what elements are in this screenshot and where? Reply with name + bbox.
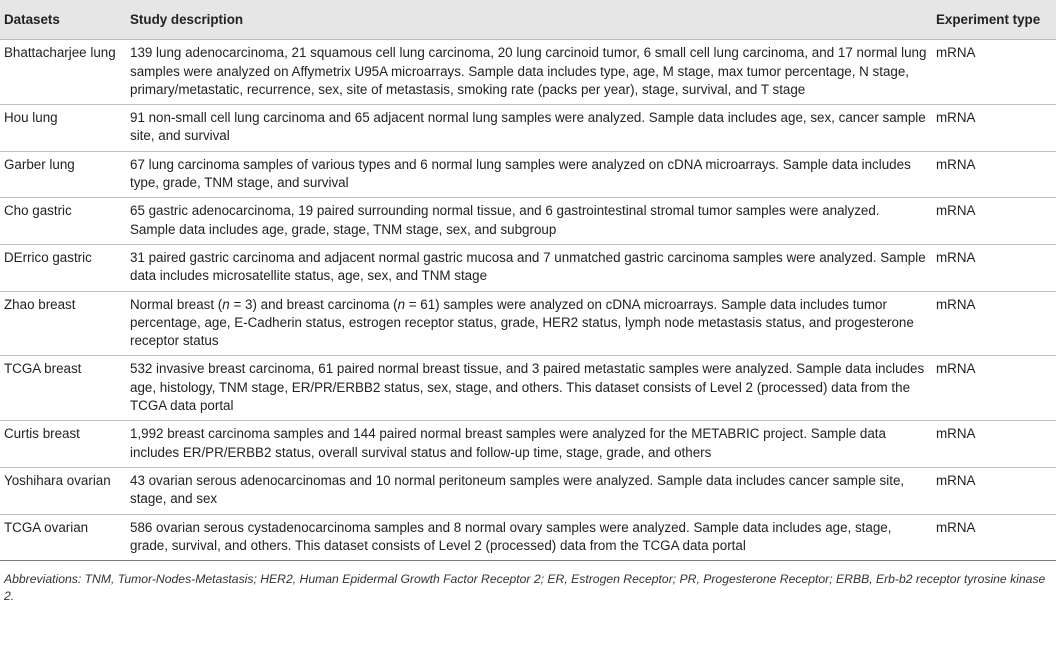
dataset-cell: Curtis breast xyxy=(0,421,126,468)
experiment-type-cell: mRNA xyxy=(932,421,1056,468)
dataset-cell: TCGA breast xyxy=(0,356,126,421)
description-cell: 65 gastric adenocarcinoma, 19 paired surrounding normal tissue, and 6 gastrointestinal stromal tumor samples were analyzed. Sample data includes age, grade, stage, TNM stage, sex, and subgroup xyxy=(126,198,932,245)
dataset-cell: Yoshihara ovarian xyxy=(0,467,126,514)
dataset-cell: Garber lung xyxy=(0,151,126,198)
table-row xyxy=(0,244,1056,291)
table-row xyxy=(0,291,1056,356)
experiment-type-cell: mRNA xyxy=(932,244,1056,291)
dataset-cell: Cho gastric xyxy=(0,198,126,245)
description-cell: 139 lung adenocarcinoma, 21 squamous cell lung carcinoma, 20 lung carcinoid tumor, 6 small cell lung carcinoma, and 17 normal lung samples were analyzed on Affymetrix U95A microarrays. Sample data includes type, age, M stage, max tumor percentage, N stage, primary/metastatic, recurrence, sex, site of metastasis, smoking rate (packs per year), stage, survival, and T stage xyxy=(126,40,932,105)
table-row xyxy=(0,105,1056,152)
abbreviations-footnote: Abbreviations: TNM, Tumor-Nodes-Metastasis; HER2, Human Epidermal Growth Factor Receptor 2; ER, Estrogen Receptor; PR, Progesterone Receptor; ERBB, Erb-b2 receptor tyrosine kinase 2. xyxy=(4,572,1046,604)
sample-size-symbol: n xyxy=(222,296,230,312)
experiment-type-cell: mRNA xyxy=(932,40,1056,105)
description-text: Normal breast ( xyxy=(130,296,223,312)
description-text: = 61) samples were analyzed on cDNA microarrays. Sample data includes tumor percentage, age, E-Cadherin status, estrogen receptor status, grade, HER2 status, lymph node metastasis status, and progesterone receptor status xyxy=(130,296,914,349)
experiment-type-cell: mRNA xyxy=(932,151,1056,198)
dataset-cell: Zhao breast xyxy=(0,291,126,356)
description-cell: 31 paired gastric carcinoma and adjacent normal gastric mucosa and 7 unmatched gastric carcinoma samples were analyzed. Sample data includes microsatellite status, age, sex, and TNM stage xyxy=(126,244,932,291)
description-cell: 67 lung carcinoma samples of various types and 6 normal lung samples were analyzed on cDNA microarrays. Sample data includes type, grade, TNM stage, and survival xyxy=(126,151,932,198)
table-row xyxy=(0,151,1056,198)
dataset-cell: Hou lung xyxy=(0,105,126,152)
experiment-type-cell: mRNA xyxy=(932,467,1056,514)
dataset-cell: TCGA ovarian xyxy=(0,514,126,561)
description-cell: 43 ovarian serous adenocarcinomas and 10 normal peritoneum samples were analyzed. Sample data includes cancer sample site, stage, and sex xyxy=(126,467,932,514)
table-row xyxy=(0,198,1056,245)
description-cell: 586 ovarian serous cystadenocarcinoma samples and 8 normal ovary samples were analyzed. Sample data includes age, stage, grade, survival, and others. This dataset consists of Level 2 (processed) data from the TCGA data portal xyxy=(126,514,932,561)
table-header-row xyxy=(0,0,1056,40)
experiment-type-cell: mRNA xyxy=(932,356,1056,421)
sample-size-symbol: n xyxy=(397,296,406,312)
description-cell: 91 non-small cell lung carcinoma and 65 adjacent normal lung samples were analyzed. Sample data includes age, sex, cancer sample site, and survival xyxy=(126,105,932,152)
experiment-type-cell: mRNA xyxy=(932,105,1056,152)
header-datasets: Datasets xyxy=(0,0,126,40)
experiment-type-cell: mRNA xyxy=(932,291,1056,356)
dataset-cell: Bhattacharjee lung xyxy=(0,40,126,105)
table-row xyxy=(0,40,1056,105)
description-cell xyxy=(126,291,932,356)
table-row xyxy=(0,514,1056,561)
table-row xyxy=(0,356,1056,421)
description-text: = 3) and breast carcinoma ( xyxy=(229,296,398,312)
header-experiment-type: Experiment type xyxy=(932,0,1056,40)
experiment-type-cell: mRNA xyxy=(932,198,1056,245)
table-row xyxy=(0,421,1056,468)
description-cell: 1,992 breast carcinoma samples and 144 paired normal breast samples were analyzed for the METABRIC project. Sample data includes ER/PR/ERBB2 status, overall survival status and follow-up time, stage, grade, and others xyxy=(126,421,932,468)
experiment-type-cell: mRNA xyxy=(932,514,1056,561)
description-cell: 532 invasive breast carcinoma, 61 paired normal breast tissue, and 3 paired metastatic samples were analyzed. Sample data includes age, histology, TNM stage, ER/PR/ERBB2 status, sex, stage, and others. This dataset consists of Level 2 (processed) data from the TCGA data portal xyxy=(126,356,932,421)
dataset-cell: DErrico gastric xyxy=(0,244,126,291)
header-study-description: Study description xyxy=(126,0,932,40)
table-row xyxy=(0,467,1056,514)
